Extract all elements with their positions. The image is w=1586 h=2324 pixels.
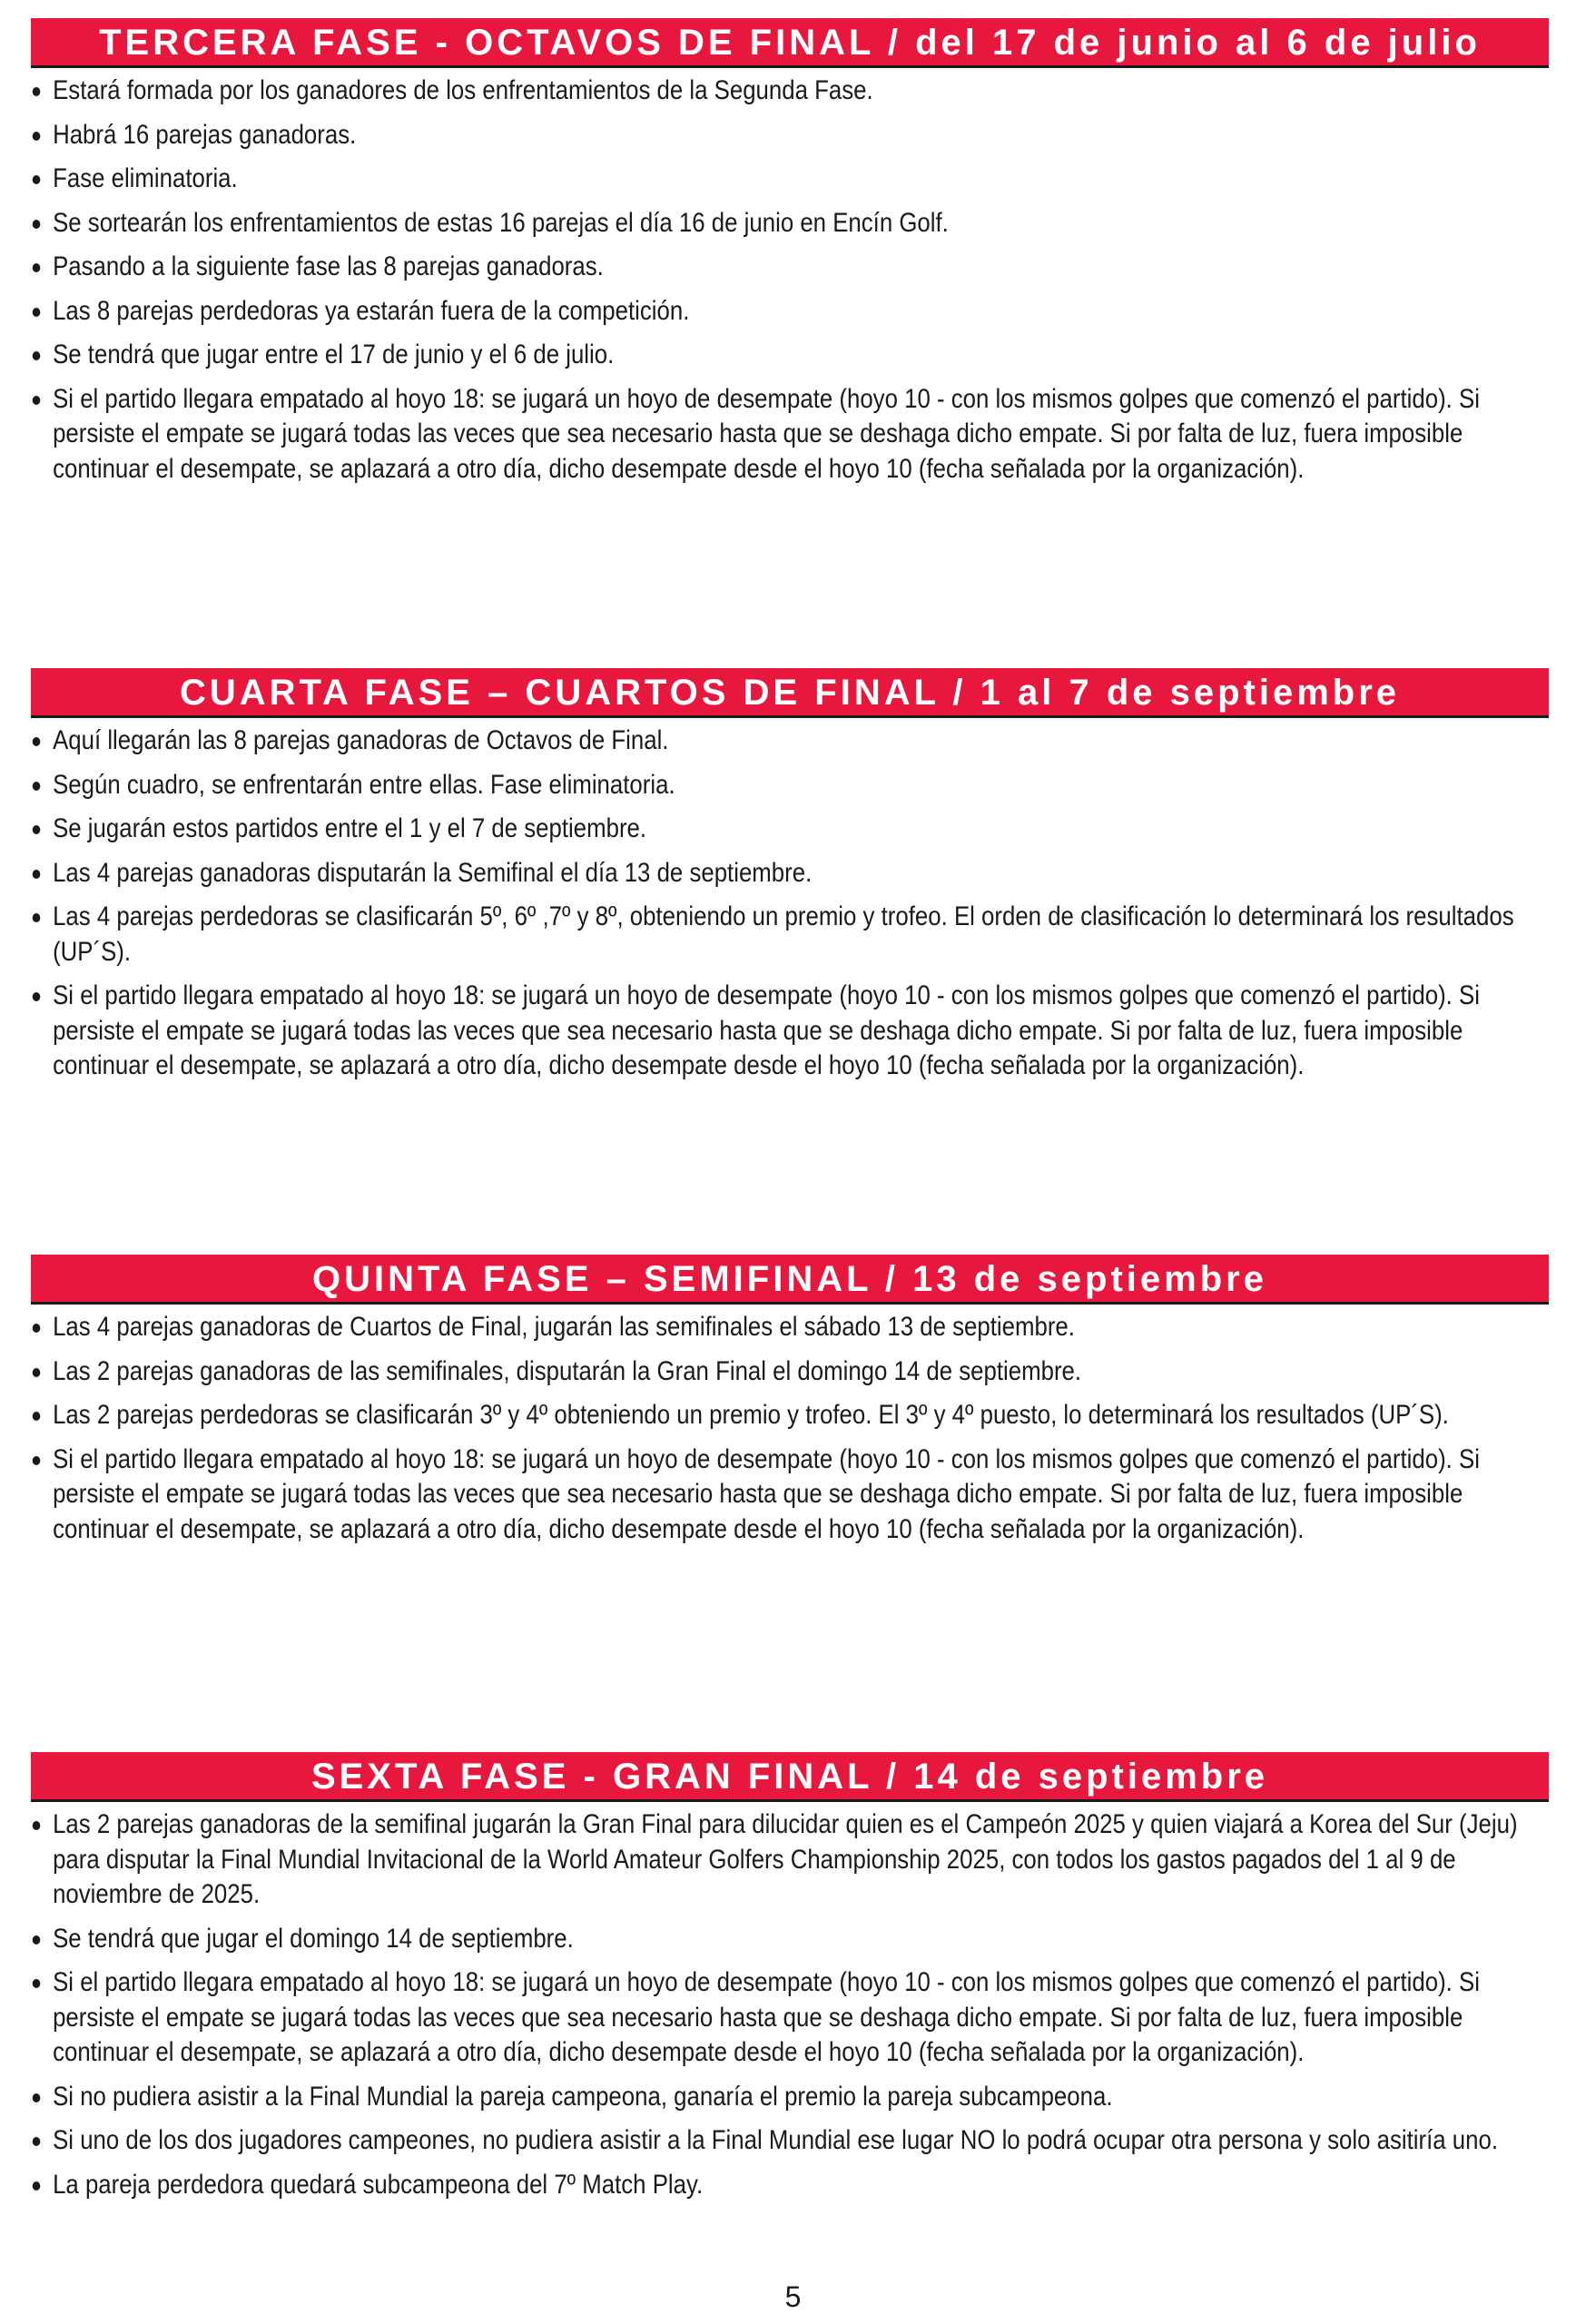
list-item: Aquí llegarán las 8 parejas ganadoras de Octavos de Final. [31,724,1560,759]
list-item: Si uno de los dos jugadores campeones, no pudiera asistir a la Final Mundial ese lugar NO lo podrá ocupar otra persona y solo asitiría uno. [31,2123,1560,2159]
section-title: CUARTA FASE – CUARTOS DE FINAL / 1 al 7 de septiembre [31,668,1549,718]
list-item: Las 4 parejas ganadoras disputarán la Semifinal el día 13 de septiembre. [31,856,1560,891]
list-item: Fase eliminatoria. [31,162,1560,197]
list-item: Estará formada por los ganadores de los enfrentamientos de la Segunda Fase. [31,74,1560,109]
list-item: Si el partido llegara empatado al hoyo 18: se jugará un hoyo de desempate (hoyo 10 - con los mismos golpes que comenzó el partido). Si persiste el empate se jugará todas las veces que sea necesario hasta que se deshaga dicho empate. Si por falta de luz, fuera imposible continuar el desempate, se aplazará a otro día, dicho desempate desde el hoyo 10 (fecha señalada por la organización). [31,1965,1560,2071]
bullet-list [31,74,1549,487]
list-item: Se jugarán estos partidos entre el 1 y el 7 de septiembre. [31,812,1560,847]
list-item: Se tendrá que jugar el domingo 14 de septiembre. [31,1922,1560,1957]
section-title: TERCERA FASE - OCTAVOS DE FINAL / del 17 de junio al 6 de julio [31,18,1549,68]
list-item: Las 2 parejas ganadoras de las semifinales, disputarán la Gran Final el domingo 14 de septiembre. [31,1354,1560,1390]
list-item: Las 2 parejas perdedoras se clasificarán 3º y 4º obteniendo un premio y trofeo. El 3º y 4º puesto, lo determinará los resultados (UP´S). [31,1398,1560,1433]
list-item: Se sortearán los enfrentamientos de estas 16 parejas el día 16 de junio en Encín Golf. [31,206,1560,241]
section-octavos [31,18,1549,487]
section-gran-final [31,1752,1549,2202]
list-item: Si el partido llegara empatado al hoyo 18: se jugará un hoyo de desempate (hoyo 10 - con los mismos golpes que comenzó el partido). Si persiste el empate se jugará todas las veces que sea necesario hasta que se deshaga dicho empate. Si por falta de luz, fuera imposible continuar el desempate, se aplazará a otro día, dicho desempate desde el hoyo 10 (fecha señalada por la organización). [31,1443,1560,1548]
bullet-list [31,724,1549,1084]
list-item: Según cuadro, se enfrentarán entre ellas. Fase eliminatoria. [31,768,1560,803]
list-item: La pareja perdedora quedará subcampeona del 7º Match Play. [31,2168,1560,2203]
list-item: Habrá 16 parejas ganadoras. [31,118,1560,153]
list-item: Pasando a la siguiente fase las 8 parejas ganadoras. [31,250,1560,285]
list-item: Las 4 parejas ganadoras de Cuartos de Final, jugarán las semifinales el sábado 13 de septiembre. [31,1310,1560,1345]
list-item: Si no pudiera asistir a la Final Mundial la pareja campeona, ganaría el premio la pareja subcampeona. [31,2080,1560,2115]
section-title: QUINTA FASE – SEMIFINAL / 13 de septiembre [31,1255,1549,1305]
page-number: 5 [784,2280,802,2313]
list-item: Las 8 parejas perdedoras ya estarán fuera de la competición. [31,294,1560,330]
list-item: Si el partido llegara empatado al hoyo 18: se jugará un hoyo de desempate (hoyo 10 - con los mismos golpes que comenzó el partido). Si persiste el empate se jugará todas las veces que sea necesario hasta que se deshaga dicho empate. Si por falta de luz, fuera imposible continuar el desempate, se aplazará a otro día, dicho desempate desde el hoyo 10 (fecha señalada por la organización). [31,382,1560,487]
list-item: Las 2 parejas ganadoras de la semifinal jugarán la Gran Final para dilucidar quien es el Campeón 2025 y quien viajará a Korea del Sur (Jeju) para disputar la Final Mundial Invitacional de la World Amateur Golfers Championship 2025, con todos los gastos pagados del 1 al 9 de noviembre de 2025. [31,1807,1560,1913]
bullet-list [31,1807,1549,2202]
bullet-list [31,1310,1549,1547]
section-title: SEXTA FASE - GRAN FINAL / 14 de septiembre [31,1752,1549,1802]
section-semifinal [31,1255,1549,1547]
list-item: Si el partido llegara empatado al hoyo 18: se jugará un hoyo de desempate (hoyo 10 - con los mismos golpes que comenzó el partido). Si persiste el empate se jugará todas las veces que sea necesario hasta que se deshaga dicho empate. Si por falta de luz, fuera imposible continuar el desempate, se aplazará a otro día, dicho desempate desde el hoyo 10 (fecha señalada por la organización). [31,979,1560,1084]
list-item: Se tendrá que jugar entre el 17 de junio y el 6 de julio. [31,338,1560,373]
list-item: Las 4 parejas perdedoras se clasificarán 5º, 6º ,7º y 8º, obteniendo un premio y trofeo. El orden de clasificación lo determinará los resultados (UP´S). [31,900,1560,970]
section-cuartos [31,668,1549,1084]
